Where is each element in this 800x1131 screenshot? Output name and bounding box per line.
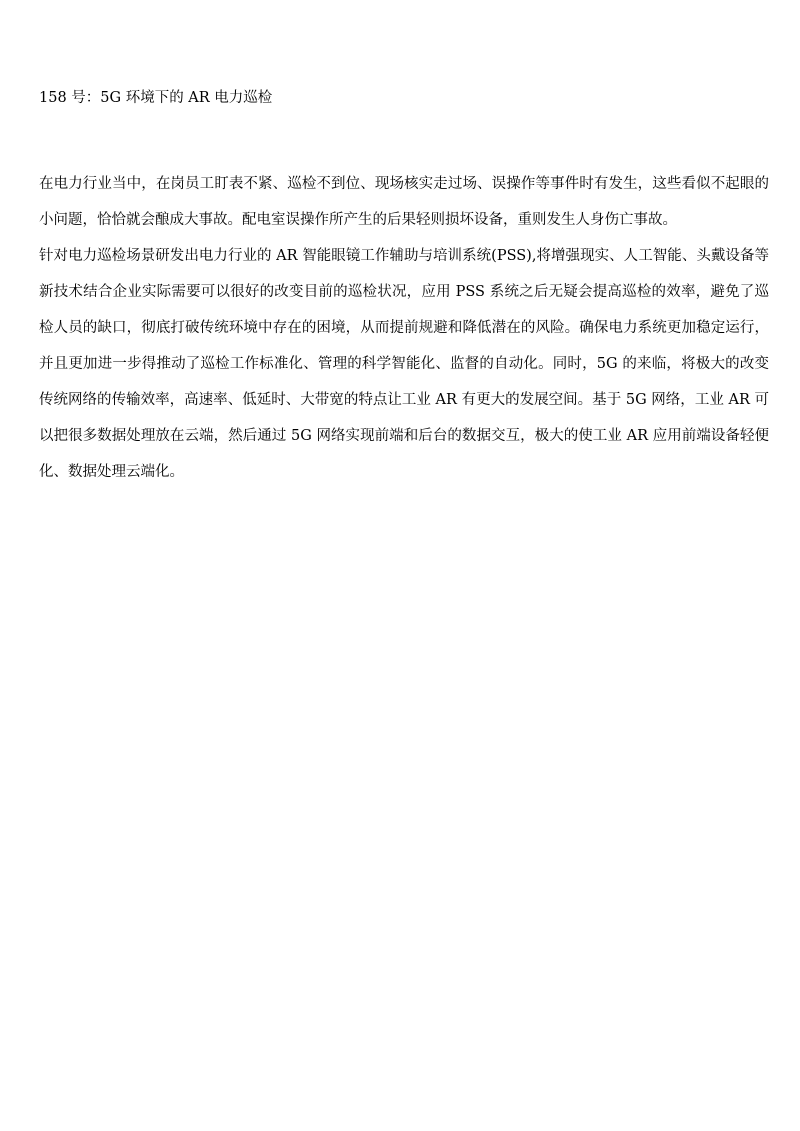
document-body [39,166,769,490]
body-paragraph-2: 针对电力巡检场景研发出电力行业的 AR 智能眼镜工作辅助与培训系统(PSS),将增强现实、人工智能、头戴设备等新技术结合企业实际需要可以很好的改变目前的巡检状况，应用 PSS 系统之后无疑会提高巡检的效率，避免了巡检人员的缺口，彻底打破传统环境中存在的困境，从而提前规避和降低潜在的风险。确保电力系统更加稳定运行，并且更加进一步得推动了巡检工作标准化、管理的科学智能化、监督的自动化。同时，5G 的来临，将极大的改变传统网络的传输效率，高速率、低延时、大带宽的特点让工业 AR 有更大的发展空间。基于 5G 网络，工业 AR 可以把很多数据处理放在云端，然后通过 5G 网络实现前端和后台的数据交互，极大的使工业 AR 应用前端设备轻便化、数据处理云端化。 [39,248,769,480]
document-title: 158 号：5G 环境下的 AR 电力巡检 [39,90,273,106]
body-paragraph-1: 在电力行业当中，在岗员工盯表不紧、巡检不到位、现场核实走过场、误操作等事件时有发生，这些看似不起眼的小问题，恰恰就会酿成大事故。配电室误操作所产生的后果轻则损坏设备，重则发生人身伤亡事故。 [39,176,769,228]
